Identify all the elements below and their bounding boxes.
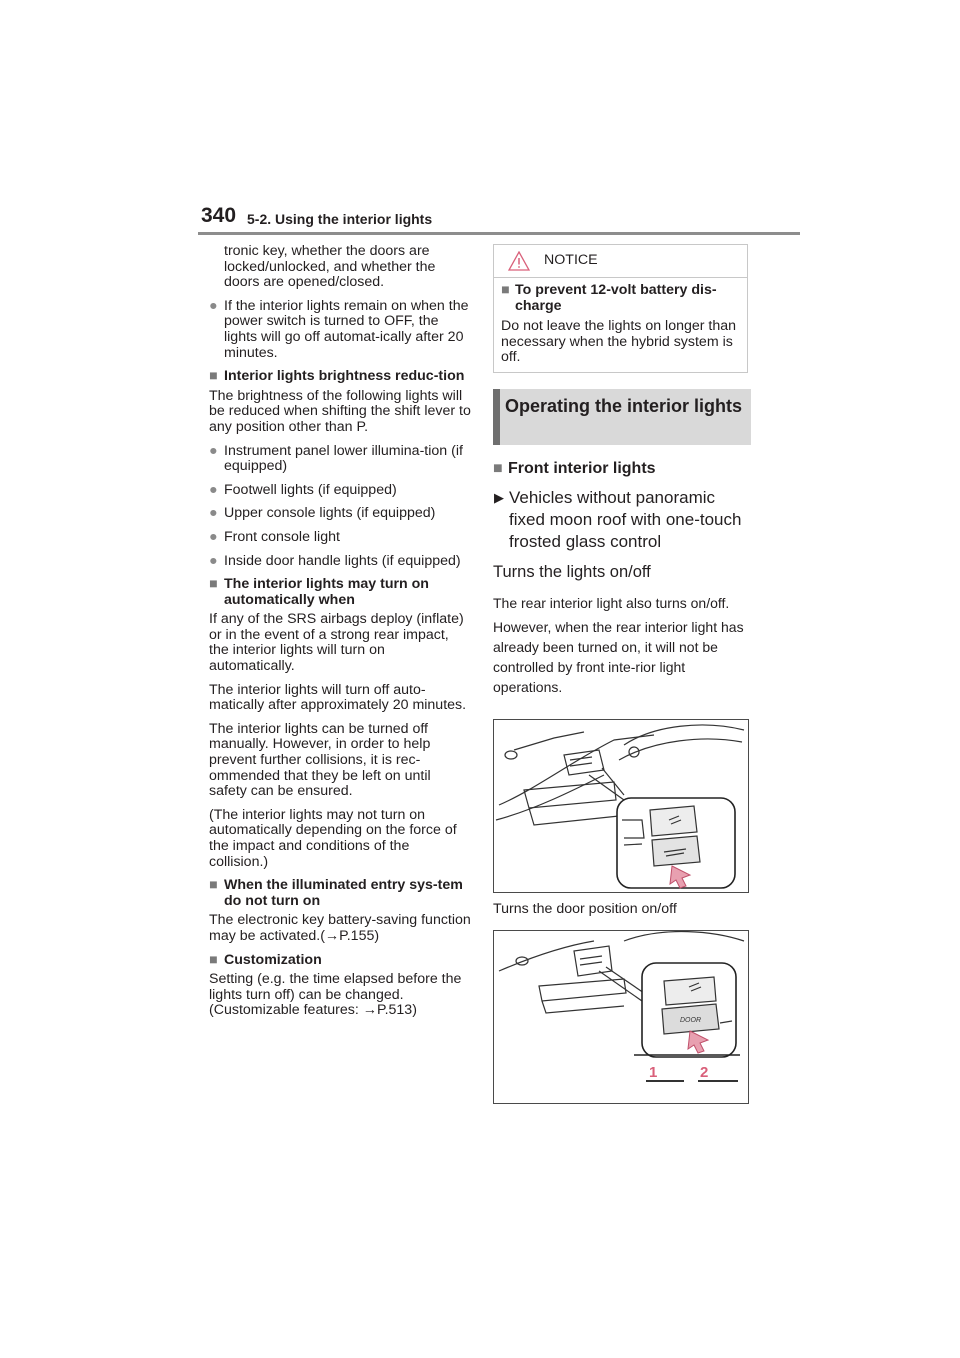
figure-label-1: 1 (649, 1064, 658, 1081)
square-marker-icon: ■ (209, 368, 218, 385)
subheading-text: Customization (224, 951, 322, 968)
notice-subheading (501, 283, 740, 314)
figure-lights-switch (493, 719, 749, 893)
right-column (493, 244, 750, 701)
vehicle-condition-item (493, 487, 750, 553)
auto-paragraph-4: (The interior lights may not turn on automatically depending on the force of the impact and conditions of the collision.) (209, 806, 457, 870)
bullet-circle-icon: ● (209, 505, 218, 522)
rear-light-paragraph-1: The rear interior light also turns on/off. (493, 595, 730, 612)
square-marker-icon: ■ (501, 282, 510, 298)
vehicle-condition-text: Vehicles without panoramic fixed moon roof with one-touch frosted glass control (509, 487, 742, 551)
subheading-customization (209, 953, 471, 969)
notice-text: Do not leave the lights on longer than necessary when the hybrid system is off. (501, 318, 737, 366)
list-item (209, 530, 471, 546)
figure-label-2: 2 (700, 1064, 709, 1081)
list-item (209, 506, 471, 522)
list-item-text: Front console light (224, 528, 340, 545)
subheading-text: When the illuminated entry sys-tem do not turn on (224, 877, 463, 909)
figure-door-switch (493, 930, 749, 1104)
list-item-text: Instrument panel lower illumina-tion (if equipped) (224, 442, 463, 475)
page-header (198, 202, 800, 238)
list-item-text: Inside door handle lights (if equipped) (224, 552, 461, 569)
overhead-console-illustration (494, 720, 748, 892)
list-item (209, 444, 471, 475)
rear-light-paragraph-2: However, when the rear interior light has already been turned on, it will not be controlled by front inte-rior light operations. (493, 619, 744, 696)
door-button-label: DOOR (680, 1017, 701, 1024)
overhead-console-door-illustration (494, 931, 748, 1103)
subheading-brightness (209, 369, 471, 385)
bullet-circle-icon: ● (209, 481, 218, 498)
customization-paragraph: Setting (e.g. the time elapsed before the lights turn off) can be changed. (Customizable features: →P.513) (209, 971, 462, 1019)
list-item (209, 483, 471, 499)
intro-paragraph: tronic key, whether the doors are locked/unlocked, and whether the doors are opened/closed. (224, 243, 436, 291)
notice-header (494, 245, 747, 278)
warning-triangle-icon (508, 251, 530, 271)
auto-paragraph-3: The interior lights can be turned off manually. However, in order to help prevent further collisions, it is rec-ommended that they be left on until safety can be ensured. (209, 720, 431, 800)
bullet-circle-icon: ● (209, 442, 218, 459)
right-triangle-icon: ▶ (494, 489, 504, 505)
page-number: 340 (201, 204, 237, 227)
front-heading-text: Front interior lights (508, 460, 656, 477)
list-item-text: Footwell lights (if equipped) (224, 481, 397, 498)
operating-heading: Operating the interior lights (493, 389, 751, 445)
left-column (209, 244, 471, 1027)
brightness-paragraph: The brightness of the following lights will be reduced when shifting the shift lever to any position other than P. (209, 387, 471, 435)
list-item (209, 299, 471, 361)
header-rule (198, 232, 800, 235)
square-marker-icon: ■ (209, 576, 218, 593)
notice-body (494, 278, 747, 366)
subheading-entry (209, 878, 471, 909)
auto-paragraph-1: If any of the SRS airbags deploy (inflate) or in the event of a strong rear impact, the interior lights will turn on automatically. (209, 611, 464, 675)
notice-box (493, 244, 748, 373)
list-item-text: Upper console lights (if equipped) (224, 505, 436, 522)
bullet-circle-icon: ● (209, 528, 218, 545)
bullet-circle-icon: ● (209, 297, 218, 314)
turns-lights-text: Turns the lights on/off (493, 562, 651, 581)
front-interior-heading (493, 461, 750, 477)
subheading-text: The interior lights may turn on automatically when (224, 576, 429, 608)
square-marker-icon: ■ (209, 877, 218, 894)
subheading-auto (209, 577, 471, 608)
notice-title: NOTICE (544, 252, 598, 268)
square-marker-icon: ■ (209, 951, 218, 968)
door-caption: Turns the door position on/off (493, 901, 677, 917)
square-marker-icon: ■ (493, 460, 503, 477)
section-title: 5-2. Using the interior lights (247, 211, 433, 227)
subheading-text: Interior lights brightness reduc-tion (224, 368, 465, 385)
list-item (209, 554, 471, 570)
notice-subheading-text: To prevent 12-volt battery dis-charge (515, 282, 717, 314)
bullet-circle-icon: ● (209, 552, 218, 569)
auto-paragraph-2: The interior lights will turn off auto-matically after approximately 20 minutes. (209, 681, 467, 714)
list-item-text: If the interior lights remain on when the power switch is turned to OFF, the lights will go off automat-ically after 20 minutes. (224, 297, 469, 361)
entry-paragraph: The electronic key battery-saving function may be activated.(→P.155) (209, 912, 471, 944)
